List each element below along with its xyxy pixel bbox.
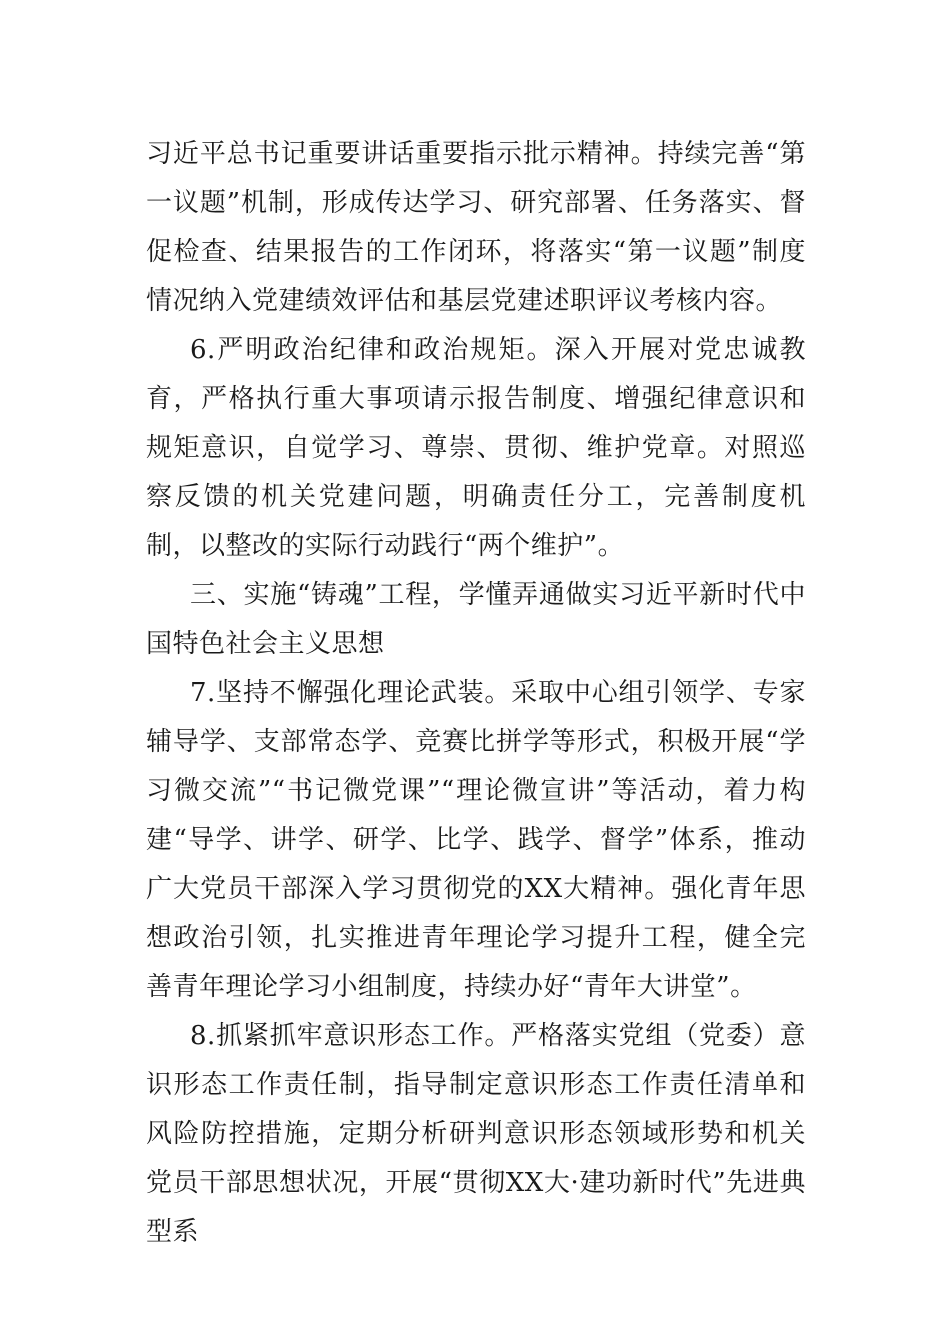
section-heading-3: 三、实施“铸魂”工程，学懂弄通做实习近平新时代中国特色社会主义思想 [146, 580, 806, 659]
paragraph-item-7: 7.坚持不懈强化理论武装。采取中心组引领学、专家辅导学、支部常态学、竞赛比拼学等形式，积极开展“学习微交流”“书记微党课”“理论微宣讲”等活动，着力构建“导学、讲学、研学、比学、践学、督学”体系，推动广大党员干部深入学习贯彻党的XX大精神。强化青年思想政治引领，扎实推进青年理论学习提升工程，健全完善青年理论学习小组制度，持续办好“青年大讲堂”。 [146, 678, 806, 1002]
paragraph-continuation: 习近平总书记重要讲话重要指示批示精神。持续完善“第一议题”机制，形成传达学习、研究部署、任务落实、督促检查、结果报告的工作闭环，将落实“第一议题”制度情况纳入党建绩效评估和基层党建述职评议考核内容。 [146, 139, 806, 316]
paragraph-item-8: 8.抓紧抓牢意识形态工作。严格落实党组（党委）意识形态工作责任制，指导制定意识形态工作责任清单和风险防控措施，定期分析研判意识形态领域形势和机关党员干部思想状况，开展“贯彻XX大·建功新时代”先进典型系 [146, 1021, 806, 1247]
document-body [146, 130, 806, 1257]
paragraph-item-6: 6.严明政治纪律和政治规矩。深入开展对党忠诚教育，严格执行重大事项请示报告制度、增强纪律意识和规矩意识，自觉学习、尊崇、贯彻、维护党章。对照巡察反馈的机关党建问题，明确责任分工，完善制度机制，以整改的实际行动践行“两个维护”。 [146, 335, 806, 561]
